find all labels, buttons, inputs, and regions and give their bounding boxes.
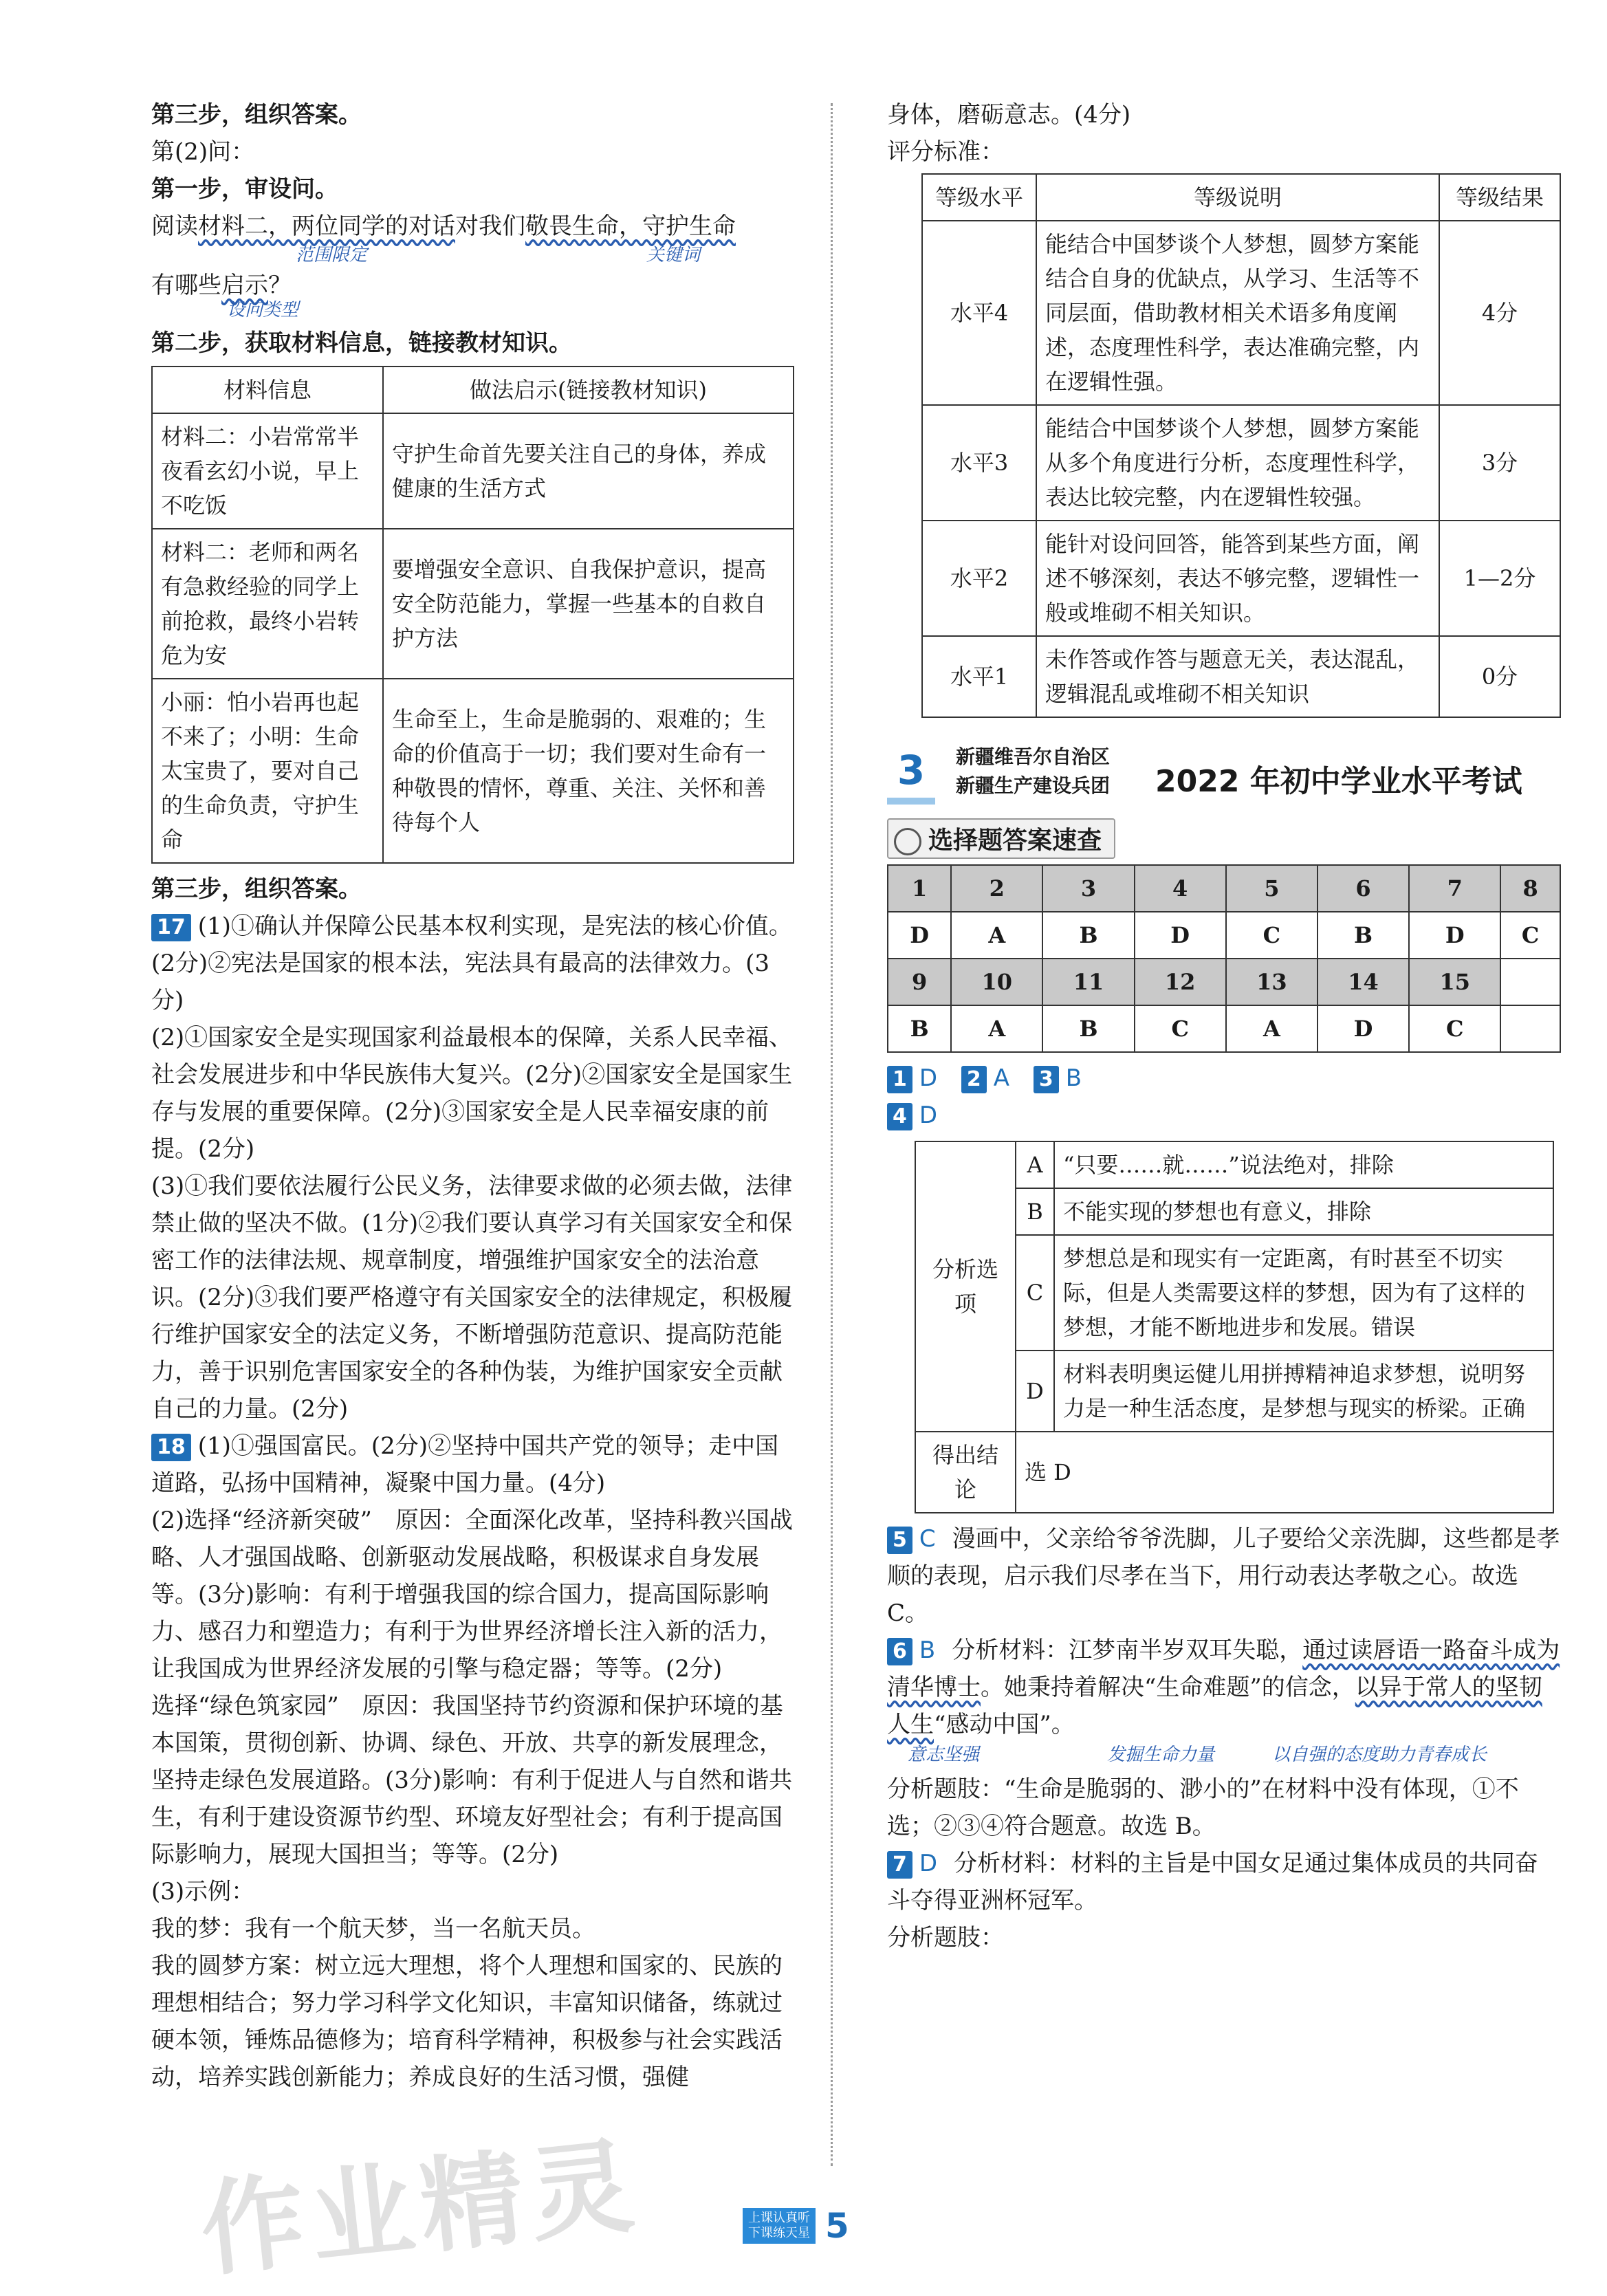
table-cell: 要增强安全意识、自我保护意识，提高安全防范能力，掌握一些基本的自救自护方法	[383, 529, 794, 679]
hand-note-growth: 以自强的态度助力青春成长	[1272, 1745, 1487, 1765]
conclusion-value: 选 D	[1016, 1432, 1553, 1513]
answer-number: 13	[1226, 959, 1318, 1005]
section-region	[956, 743, 1110, 800]
material-table-header: 做法启示(链接教材知识)	[383, 367, 794, 413]
answer-number: 15	[1409, 959, 1500, 1005]
table-row	[888, 865, 1560, 912]
grade-result: 3分	[1439, 405, 1560, 521]
q7-answer	[887, 1845, 1561, 1919]
answer-letter: A	[951, 1005, 1042, 1052]
table-cell: 材料二：小岩常常半夜看玄幻小说，早上不吃饭	[152, 413, 383, 529]
question-number-badge: 18	[151, 1434, 191, 1461]
section-title: 2022 年初中学业水平考试	[1155, 764, 1522, 799]
question-number-badge: 1	[887, 1066, 912, 1093]
grade-result: 1—2分	[1439, 521, 1560, 636]
table-row	[922, 405, 1560, 521]
question-number-badge: 4	[887, 1103, 912, 1130]
annotation-row-2	[151, 300, 794, 325]
table-row	[922, 521, 1560, 636]
table-cell: 守护生命首先要关注自己的身体，养成健康的生活方式	[383, 413, 794, 529]
table-row	[922, 221, 1560, 405]
answer-number: 12	[1135, 959, 1226, 1005]
answer-letter: C	[1500, 912, 1560, 959]
q5-answer	[887, 1520, 1561, 1632]
option-letter: B	[1016, 1188, 1054, 1235]
step3-heading: 第三步，组织答案。	[151, 101, 362, 129]
table-row	[915, 1432, 1553, 1513]
footer-slogan	[743, 2208, 816, 2244]
table-row	[888, 1005, 1560, 1052]
q7-text: 分析材料：材料的主旨是中国女足通过集体成员的共同奋斗夺得亚洲杯冠军。	[887, 1850, 1539, 1914]
answer-letter: B	[1042, 1005, 1134, 1052]
section-header	[887, 736, 1561, 818]
criteria-label: 评分标准：	[887, 138, 1004, 166]
q18-part1	[151, 1428, 794, 1502]
table-row	[922, 636, 1560, 717]
answer-letter: C	[1409, 1005, 1500, 1052]
answer-number: 6	[1318, 865, 1409, 912]
material-table-header: 材料信息	[152, 367, 383, 413]
answer-letter: D	[1409, 912, 1500, 959]
section-number: 3	[887, 743, 935, 805]
answer-number: 1	[888, 865, 951, 912]
q18-part4: (3)示例：	[151, 1878, 255, 1905]
q6-text-a: 分析材料：江梦南半岁双耳失聪，	[952, 1637, 1303, 1664]
question-number-badge: 17	[151, 914, 191, 941]
page-footer	[743, 2206, 849, 2246]
step3b-heading: 第三步，组织答案。	[151, 875, 362, 903]
right-column	[887, 96, 1561, 1956]
q6-underline-1: 通过读唇语一路奋斗成为清华博士	[887, 1637, 1560, 1701]
grading-header: 等级说明	[1036, 174, 1439, 221]
answer-number: 5	[1226, 865, 1318, 912]
question-number-badge: 5	[887, 1527, 912, 1554]
q4-answer	[887, 1097, 1561, 1134]
option-analysis: 不能实现的梦想也有意义，排除	[1054, 1188, 1553, 1235]
q7-analysis: 分析题肢：	[887, 1924, 1004, 1951]
q6-annotations	[887, 1743, 1561, 1771]
answer-letter: B	[888, 1005, 951, 1052]
question-number-badge: 3	[1034, 1066, 1059, 1093]
continuation-text: 身体，磨砺意志。(4分)	[887, 101, 1131, 129]
answer-letter: C	[1226, 912, 1318, 959]
grade-level: 水平3	[922, 405, 1036, 521]
prompt-type: 启示	[221, 272, 268, 299]
grading-header: 等级结果	[1439, 174, 1560, 221]
question-number-badge: 6	[887, 1638, 912, 1665]
answer-letter: D	[919, 1102, 938, 1129]
hand-note-power: 发掘生命力量	[1107, 1745, 1215, 1765]
hand-note-type: 设问类型	[227, 300, 299, 320]
short-answers	[887, 1060, 1561, 1097]
table-row	[888, 959, 1560, 1005]
slogan-line-2: 下课练天星	[748, 2226, 810, 2240]
quick-answer-table	[887, 864, 1561, 1053]
annotation-row-1	[151, 245, 794, 267]
table-row	[152, 529, 794, 679]
answer-number-empty	[1500, 959, 1560, 1005]
grading-header: 等级水平	[922, 174, 1036, 221]
answer-letter: B	[919, 1637, 936, 1664]
step1-heading: 第一步，审设问。	[151, 175, 338, 203]
question-number-badge: 7	[887, 1851, 912, 1879]
table-row	[888, 912, 1560, 959]
grade-result: 0分	[1439, 636, 1560, 717]
answer-number: 7	[1409, 865, 1500, 912]
answer-number: 11	[1042, 959, 1134, 1005]
table-cell: 材料二：老师和两名有急救经验的同学上前抢救，最终小岩转危为安	[152, 529, 383, 679]
answer-letter: D	[919, 1064, 938, 1092]
question-prompt	[151, 208, 794, 245]
hand-note-scope: 范围限定	[296, 245, 368, 265]
answer-number: 8	[1500, 865, 1560, 912]
q17-part2: (2)①国家安全是实现国家利益最根本的保障，关系人民幸福、社会发展进步和中华民族伟大复兴。(2分)②国家安全是国家生存与发展的重要保障。(2分)③国家安全是人民幸福安康的前提。(2分)	[151, 1024, 793, 1163]
region-line-1: 新疆维吾尔自治区	[956, 745, 1111, 768]
option-analysis: 材料表明奥运健儿用拼搏精神追求梦想，说明努力是一种生活态度，是梦想与现实的桥梁。正确	[1054, 1351, 1553, 1432]
table-cell: 小丽：怕小岩再也起不来了；小明：生命太宝贵了，要对自己的生命负责，守护生命	[152, 679, 383, 863]
analysis-table	[915, 1141, 1554, 1513]
answer-number: 14	[1318, 959, 1409, 1005]
answer-check-icon	[894, 828, 921, 855]
question-number-badge: 2	[961, 1066, 987, 1093]
q6-text-b: 。她秉持着解决“生命难题”的信念，	[981, 1674, 1355, 1701]
page-number: 5	[825, 2206, 849, 2246]
grade-description: 能针对设问回答，能答到某些方面，阐述不够深刻，表达不够完整，逻辑性一般或堆砌不相关知识。	[1036, 521, 1439, 636]
answer-number: 2	[951, 865, 1042, 912]
grade-description: 能结合中国梦谈个人梦想，圆梦方案能从多个角度进行分析，态度理性科学，表达比较完整，内在逻辑性较强。	[1036, 405, 1439, 521]
q17-text-1: (1)①确认并保障公民基本权利实现，是宪法的核心价值。(2分)②宪法是国家的根本法，宪法具有最高的法律效力。(3分)	[151, 912, 792, 1014]
answer-letter: C	[1135, 1005, 1226, 1052]
question-prompt-end	[151, 267, 794, 304]
analysis-label: 分析选项	[915, 1141, 1016, 1432]
prompt-material: 材料二，两位同学的对话	[198, 212, 455, 240]
answer-letter: D	[888, 912, 951, 959]
table-cell: 生命至上，生命是脆弱的、艰难的；生命的价值高于一切；我们要对生命有一种敬畏的情怀，尊重、关注、关怀和善待每个人	[383, 679, 794, 863]
table-row	[152, 413, 794, 529]
q18-part6: 我的圆梦方案：树立远大理想，将个人理想和国家的、民族的理想相结合；努力学习科学文化知识，丰富知识储备，练就过硬本领，锤炼品德修为；培育科学精神，积极参与社会实践活动，培养实践创新能力；养成良好的生活习惯，强健	[151, 1952, 783, 2091]
option-analysis: “只要……就……”说法绝对，排除	[1054, 1141, 1553, 1188]
answer-letter: D	[919, 1850, 938, 1877]
answer-letter: D	[1135, 912, 1226, 959]
prompt-pre: 阅读	[151, 212, 198, 240]
grade-result: 4分	[1439, 221, 1560, 405]
answer-letter: A	[1226, 1005, 1318, 1052]
grade-level: 水平1	[922, 636, 1036, 717]
hand-note-keyword: 关键词	[646, 245, 701, 265]
answer-letter: B	[1318, 912, 1409, 959]
answer-letter-empty	[1500, 1005, 1560, 1052]
option-letter: A	[1016, 1141, 1054, 1188]
step2-heading: 第二步，获取材料信息，链接教材知识。	[151, 329, 572, 357]
question-2-label: 第(2)问：	[151, 138, 255, 166]
q6-text-c: “感动中国”。	[934, 1711, 1075, 1738]
option-letter: D	[1016, 1351, 1054, 1432]
prompt-end: 有哪些	[151, 272, 221, 299]
prompt-keyword: 敬畏生命，守护生命	[525, 212, 736, 240]
q17-part3: (3)①我们要依法履行公民义务，法律要求做的必须去做，法律禁止做的坚决不做。(1分)②我们要认真学习有关国家安全和保密工作的法律法规、规章制度，增强维护国家安全的法治意识。(2分)③我们要严格遵守有关国家安全的法律规定，积极履行维护国家安全的法定义务，不断增强防范意识、提高防范能力，善于识别危害国家安全的各种伪装，为维护国家安全贡献自己的力量。(2分)	[151, 1172, 793, 1423]
q6-underline-2: 以异于常人的坚韧人生	[887, 1674, 1542, 1738]
watermark: 作业精灵	[195, 2125, 646, 2291]
quick-answer-title-text: 选择题答案速查	[928, 827, 1102, 855]
grade-description: 未作答或作答与题意无关，表达混乱，逻辑混乱或堆砌不相关知识	[1036, 636, 1439, 717]
q18-part5: 我的梦：我有一个航天梦，当一名航天员。	[151, 1915, 595, 1943]
grade-description: 能结合中国梦谈个人梦想，圆梦方案能结合自身的优缺点，从学习、生活等不同层面，借助教材相关术语多角度阐述，态度理性科学，表达准确完整，内在逻辑性强。	[1036, 221, 1439, 405]
hand-note-will: 意志坚强	[908, 1745, 980, 1765]
answer-number: 4	[1135, 865, 1226, 912]
answer-letter: D	[1318, 1005, 1409, 1052]
q18-part2: (2)选择“经济新突破” 原因：全面深化改革，坚持科教兴国战略、人才强国战略、创新驱动发展战略，积极谋求自身发展等。(3分)影响：有利于增强我国的综合国力，提高国际影响力、感召力和塑造力；有利于为世界经济增长注入新的活力，让我国成为世界经济发展的引擎与稳定器；等等。(2分)	[151, 1507, 793, 1683]
prompt-mid: 对我们	[455, 212, 525, 240]
q5-text: 漫画中，父亲给爷爷洗脚，儿子要给父亲洗脚，这些都是孝顺的表现，启示我们尽孝在当下，用行动表达孝敬之心。故选 C。	[887, 1525, 1560, 1627]
left-column	[151, 96, 794, 2096]
q18-text-1: (1)①强国富民。(2分)②坚持中国共产党的领导；走中国道路，弘扬中国精神，凝聚中国力量。(4分)	[151, 1432, 779, 1497]
answer-number: 3	[1042, 865, 1134, 912]
quick-answer-title	[887, 818, 1115, 859]
table-row	[152, 679, 794, 863]
region-line-2: 新疆生产建设兵团	[956, 774, 1111, 797]
option-analysis: 梦想总是和现实有一定距离，有时甚至不切实际，但是人类需要这样的梦想，因为有了这样的梦想，才能不断地进步和发展。错误	[1054, 1235, 1553, 1351]
answer-number: 9	[888, 959, 951, 1005]
answer-letter: A	[993, 1064, 1010, 1092]
grading-table	[921, 173, 1561, 718]
slogan-line-1: 上课认真听	[748, 2211, 810, 2225]
material-table	[151, 366, 794, 864]
q18-part3: 选择“绿色筑家园” 原因：我国坚持节约资源和保护环境的基本国策，贯彻创新、协调、绿色、开放、共享的新发展理念，坚持走绿色发展道路。(3分)影响：有利于促进人与自然和谐共生，有利于建设资源节约型、环境友好型社会；有利于提高国际影响力，展现大国担当；等等。(2分)	[151, 1692, 793, 1868]
prompt-question-mark: ？	[268, 272, 292, 299]
answer-letter: C	[919, 1525, 936, 1553]
q17-part1	[151, 908, 794, 1019]
conclusion-label: 得出结论	[915, 1432, 1016, 1513]
answer-number: 10	[951, 959, 1042, 1005]
answer-letter: B	[1042, 912, 1134, 959]
grade-level: 水平4	[922, 221, 1036, 405]
q6-analysis: 分析题肢：“生命是脆弱的、渺小的”在材料中没有体现，①不选；②③④符合题意。故选 B。	[887, 1775, 1519, 1840]
q6-answer	[887, 1632, 1561, 1743]
column-divider	[831, 103, 833, 2166]
grade-level: 水平2	[922, 521, 1036, 636]
table-row	[915, 1141, 1553, 1188]
answer-letter: B	[1065, 1064, 1082, 1092]
answer-letter: A	[951, 912, 1042, 959]
option-letter: C	[1016, 1235, 1054, 1351]
